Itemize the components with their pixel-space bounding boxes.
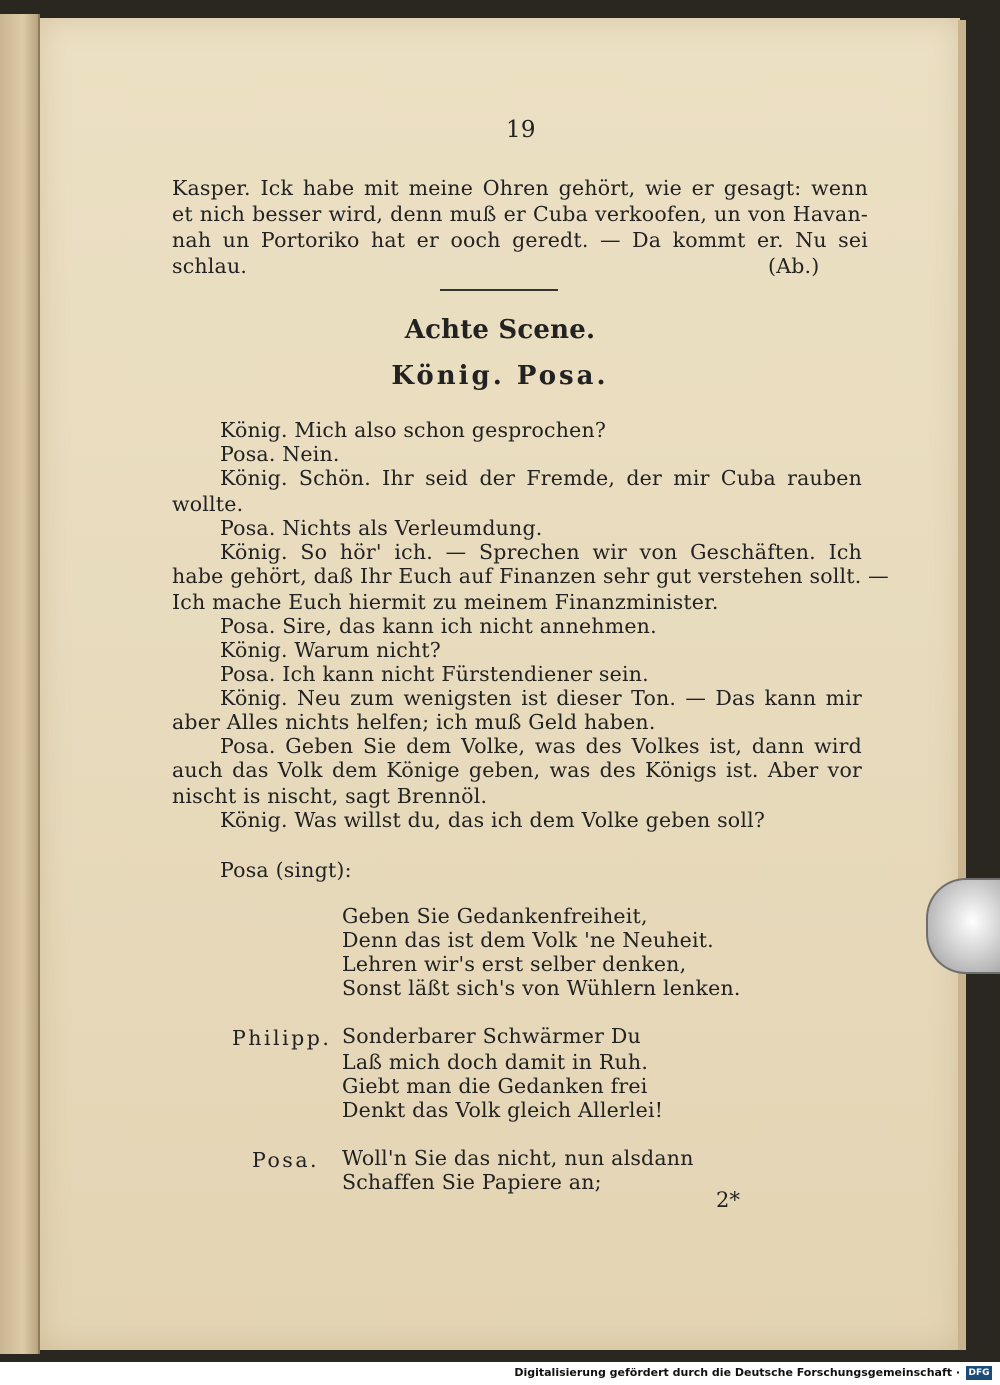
song-intro: Posa (singt): (220, 858, 352, 882)
verse-line: Woll'n Sie das nicht, nun alsdann (342, 1146, 694, 1170)
dialogue-line: Posa. Sire, das kann ich nicht annehmen. (220, 614, 657, 638)
dialogue-line: König. Schön. Ihr seid der Fremde, der mir Cuba rauben (220, 466, 862, 490)
dialogue-line: habe gehört, daß Ihr Euch auf Finanzen sehr gut verstehen sollt. — (172, 564, 889, 588)
scene-title: Achte Scene. (404, 315, 596, 345)
scene-persons: König. Posa. (391, 361, 609, 391)
dialogue-line: aber Alles nichts helfen; ich muß Geld haben. (172, 710, 656, 734)
dialogue-line: König. Was willst du, das ich dem Volke geben soll? (220, 808, 766, 832)
dialogue-line: Posa. Geben Sie dem Volke, was des Volkes ist, dann wird (220, 734, 862, 758)
dialogue-line: Posa. Ich kann nicht Fürstendiener sein. (220, 662, 649, 686)
stage-direction: (Ab.) (768, 254, 820, 278)
dialogue-line: König. So hör' ich. — Sprechen wir von Geschäften. Ich (220, 540, 862, 564)
footer-bar (0, 1362, 1000, 1385)
speaker-name: Posa. (252, 1148, 320, 1172)
dialogue-line: König. Warum nicht? (220, 638, 441, 662)
verse-line: Schaffen Sie Papiere an; (342, 1170, 602, 1194)
text-line: schlau. (172, 254, 248, 278)
verse-line: Giebt man die Gedanken frei (342, 1074, 648, 1098)
verse-line: Lehren wir's erst selber denken, (342, 952, 687, 976)
dialogue-line: Posa. Nein. (220, 442, 340, 466)
text-line: Kasper. Ick habe mit meine Ohren gehört, wie er gesagt: wenn (172, 176, 868, 200)
verse-line: Denkt das Volk gleich Allerlei! (342, 1098, 664, 1122)
page-clip (926, 878, 1000, 974)
scene-divider (440, 289, 558, 291)
dialogue-line: nischt is nischt, sagt Brennöl. (172, 784, 488, 808)
dialogue-line: wollte. (172, 492, 244, 516)
speaker-name: Philipp. (232, 1026, 332, 1050)
dialogue-line: auch das Volk dem Könige geben, was des Königs ist. Aber vor (172, 758, 862, 782)
page-edge (958, 20, 966, 1350)
dialogue-line: Posa. Nichts als Verleumdung. (220, 516, 543, 540)
verse-line: Sonderbarer Schwärmer Du (342, 1024, 641, 1048)
previous-page-edge (0, 14, 40, 1354)
verse-line: Denn das ist dem Volk 'ne Neuheit. (342, 928, 714, 952)
text-line: nah un Portoriko hat er ooch geredt. — Da kommt er. Nu sei (172, 228, 868, 252)
text-line: et nich besser wird, denn muß er Cuba verkoofen, un von Havan- (172, 202, 868, 226)
footer-credit: Digitalisierung gefördert durch die Deutsche Forschungsgemeinschaft · (514, 1366, 960, 1379)
verse-line: Geben Sie Gedankenfreiheit, (342, 904, 648, 928)
signature-mark: 2* (716, 1188, 741, 1212)
dialogue-line: König. Neu zum wenigsten ist dieser Ton. — Das kann mir (220, 686, 862, 710)
verse-line: Sonst läßt sich's von Wühlern lenken. (342, 976, 741, 1000)
page-number: 19 (506, 117, 536, 143)
dialogue-line: König. Mich also schon gesprochen? (220, 418, 607, 442)
dfg-logo[interactable]: DFG (966, 1366, 992, 1380)
dialogue-line: Ich mache Euch hiermit zu meinem Finanzminister. (172, 590, 719, 614)
verse-line: Laß mich doch damit in Ruh. (342, 1050, 649, 1074)
